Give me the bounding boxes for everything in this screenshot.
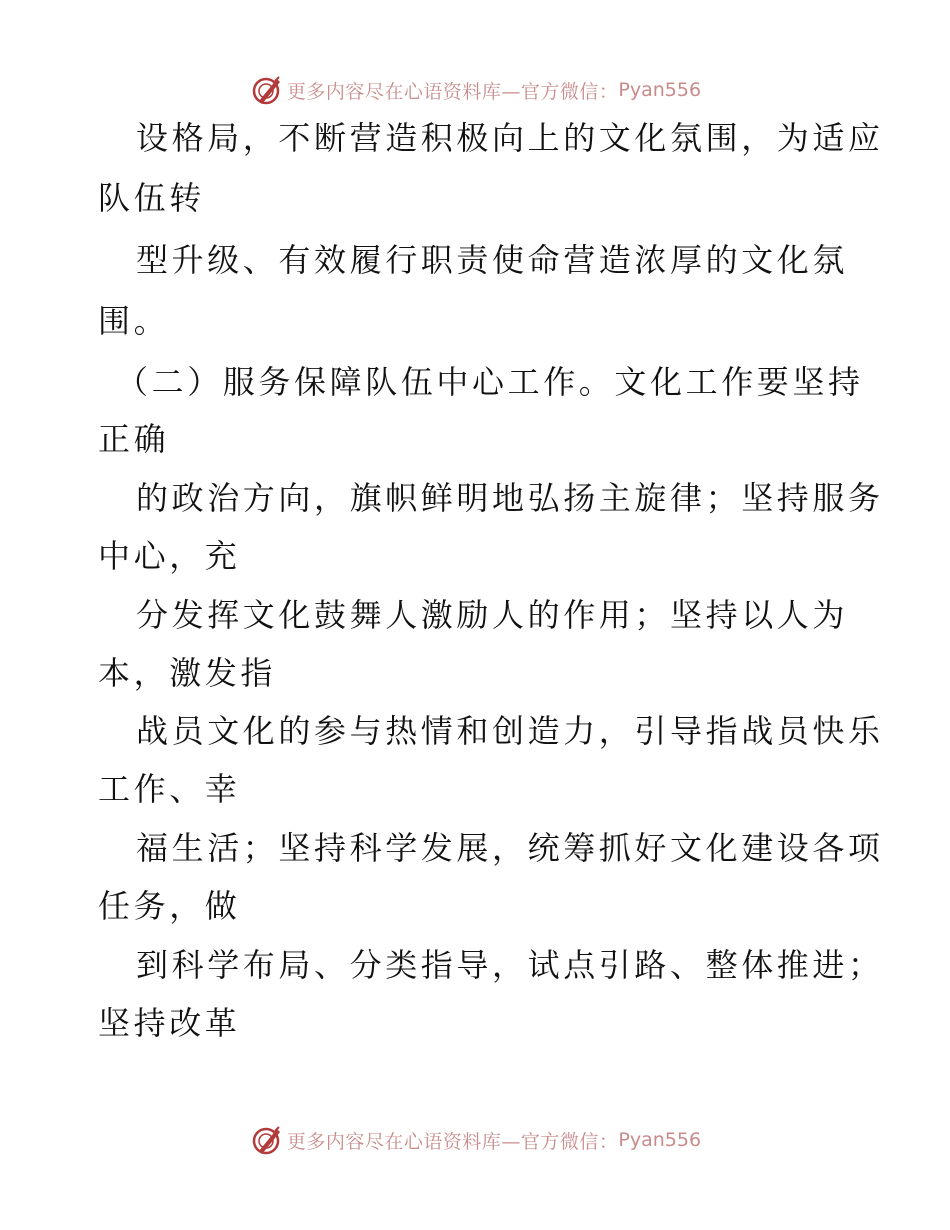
text-line: 围。 [98,302,170,340]
text-line: 的政治方向，旗帜鲜明地弘扬主旋律；坚持服务 [136,479,884,517]
text-line: 分发挥文化鼓舞人激励人的作用；坚持以人为 [136,596,849,634]
text-line: 战员文化的参与热情和创造力，引导指战员快乐 [136,712,884,750]
text-line: （二）服务保障队伍中心工作。文化工作要坚持 [116,363,864,401]
text-line: 到科学布局、分类指导，试点引路、整体推进； [136,946,884,984]
watermark-account: Pyan556 [618,79,702,101]
text-line: 任务，做 [98,887,241,925]
text-line: 本，激发指 [98,654,277,692]
text-line: 设格局，不断营造积极向上的文化氛围，为适应 [136,119,884,157]
text-line: 福生活；坚持科学发展，统筹抓好文化建设各项 [136,829,884,867]
watermark-text: 更多内容尽在心语资料库—官方微信： [286,80,619,103]
pen-logo-icon [249,73,283,107]
watermark-text: 更多内容尽在心语资料库—官方微信： [286,1130,619,1153]
pen-logo-icon [249,1123,283,1157]
text-line: 工作、幸 [98,770,241,808]
header-watermark [0,70,950,110]
watermark-account: Pyan556 [618,1129,702,1151]
text-line: 坚持改革 [98,1004,241,1042]
text-line: 中心，充 [98,537,241,575]
footer-watermark [0,1120,950,1160]
text-line: 队伍转 [98,179,205,217]
text-line: 型升级、有效履行职责使命营造浓厚的文化氛 [136,241,849,279]
text-line: 正确 [98,420,170,458]
